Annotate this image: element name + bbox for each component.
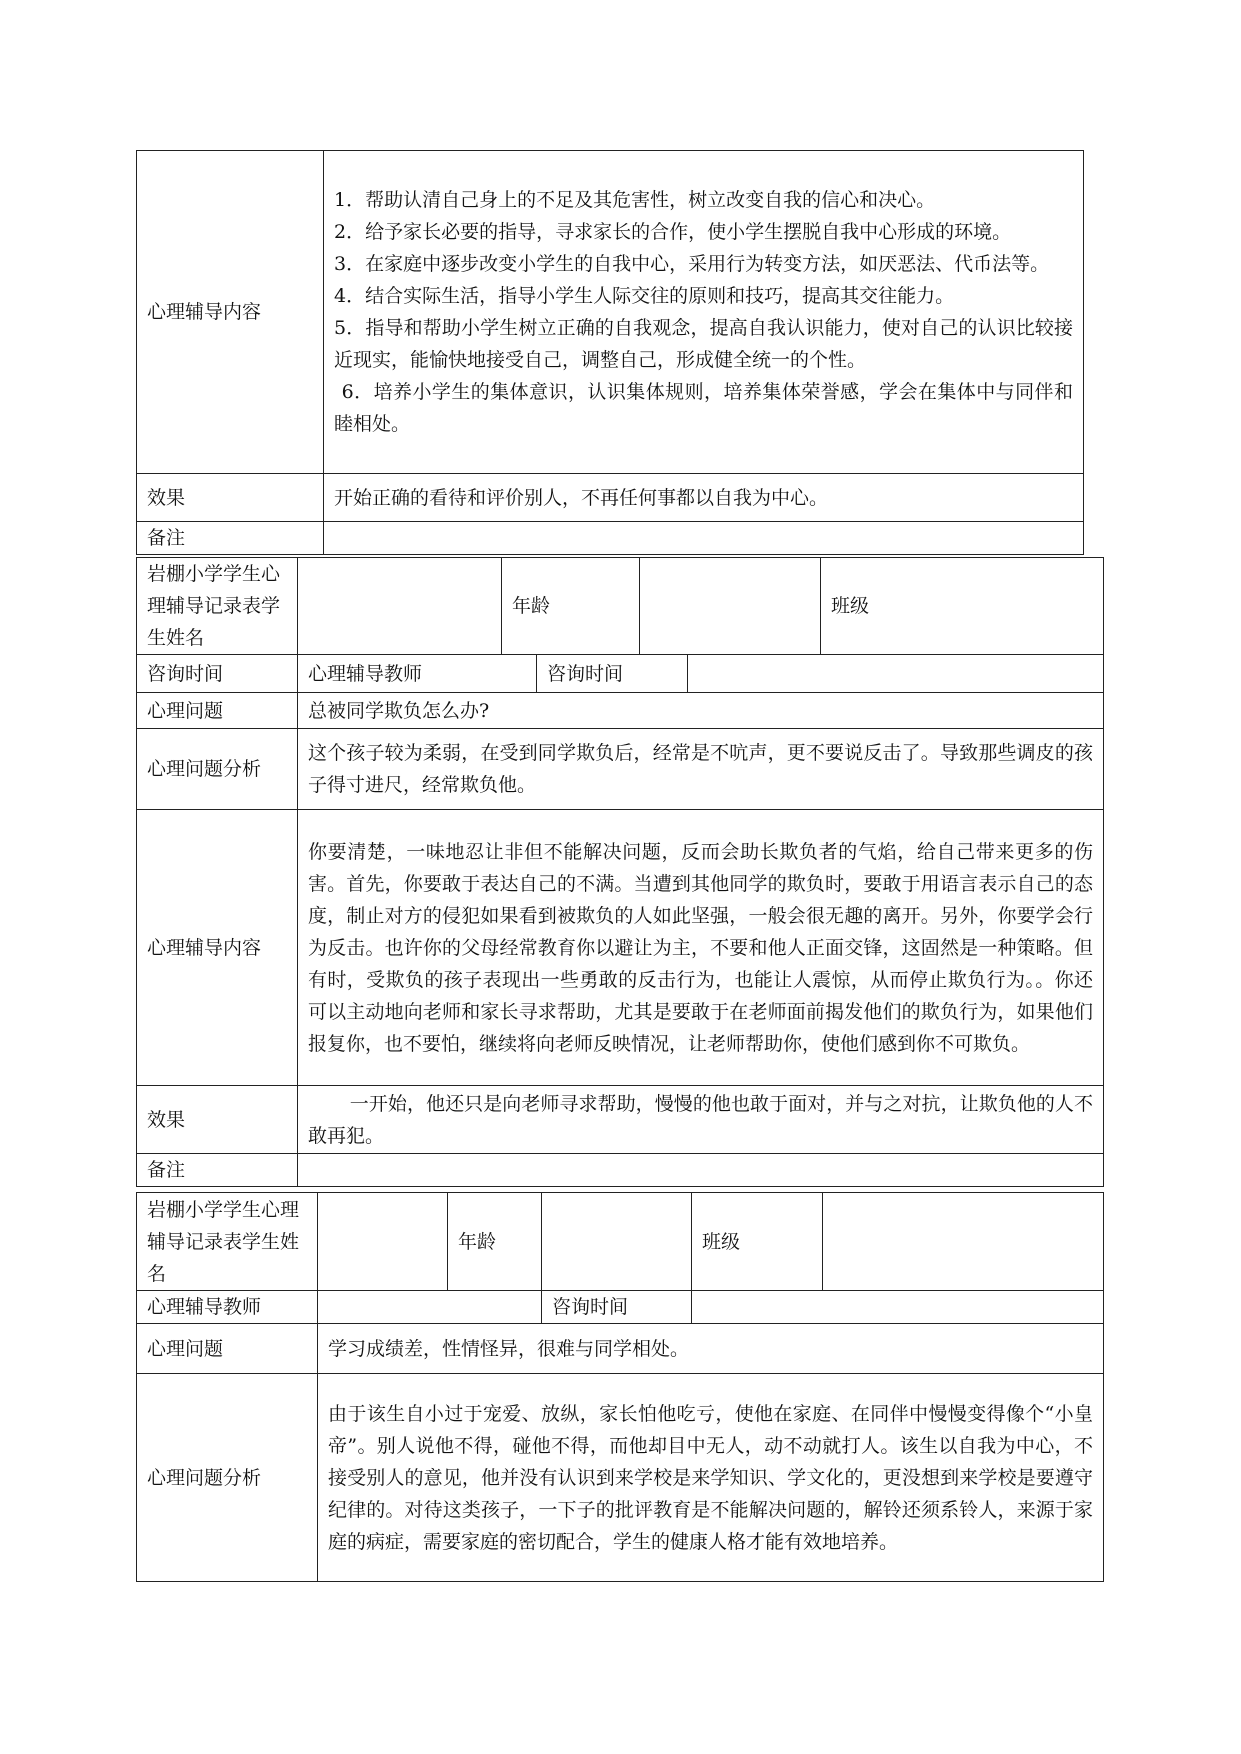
record2-effect-row [137,1086,1104,1154]
record2-table [136,557,1104,1187]
record2-content-label: 心理辅导内容 [137,810,298,1086]
record1-effect-row [137,474,1084,522]
record1-content-label: 心理辅导内容 [137,151,324,474]
record2-age-label: 年龄 [502,558,640,655]
record3-analysis-label: 心理问题分析 [137,1374,318,1582]
record3-age-value [542,1193,692,1291]
record3-analysis-value: 由于该生自小过于宠爱、放纵，家长怕他吃亏，使他在家庭、在同伴中慢慢变得像个“小皇帝”。别人说他不得，碰他不得，而他却目中无人，动不动就打人。该生以自我为中心，不接受别人的意见，他并没有认识到来学校是来学知识、学文化的，更没想到来学校是要遵守纪律的。对待这类孩子，一下子的批评教育是不能解决问题的，解铃还须系铃人，来源于家庭的病症，需要家庭的密切配合，学生的健康人格才能有效地培养。 [318,1374,1104,1582]
record2-class-label: 班级 [821,558,1104,655]
record1-content-item: 2．给予家长必要的指导，寻求家长的合作，使小学生摆脱自我中心形成的环境。 [334,221,1012,243]
record2-notes-value [298,1154,1104,1187]
record3-header-row [137,1193,1104,1291]
record3-teacher-row [137,1291,1104,1324]
record2-teacher-label: 心理辅导教师 [298,655,537,693]
record1-notes-row [137,522,1084,555]
record2-notes-row [137,1154,1104,1187]
record1-content-item: 6．培养小学生的集体意识，认识集体规则，培养集体荣誉感，学会在集体中与同伴和睦相处。 [334,381,1073,435]
record2-time-value [688,655,1104,693]
record3-problem-label: 心理问题 [137,1324,318,1374]
record3-time-label: 咨询时间 [542,1291,692,1324]
record3-problem-row [137,1324,1104,1374]
record2-effect-value: 一开始，他还只是向老师寻求帮助，慢慢的他也敢于面对，并与之对抗，让欺负他的人不敢再犯。 [298,1086,1104,1154]
record2-content-row [137,810,1104,1086]
record2-name-value [298,558,502,655]
record2-problem-label: 心理问题 [137,693,298,729]
record3-teacher-label: 心理辅导教师 [137,1291,318,1324]
record3-table [136,1192,1104,1582]
record3-teacher-value [318,1291,542,1324]
record1-effect-value: 开始正确的看待和评价别人，不再任何事都以自我为中心。 [324,474,1084,522]
record3-problem-value: 学习成绩差，性情怪异，很难与同学相处。 [318,1324,1104,1374]
record1-notes-value [324,522,1084,555]
record3-age-label: 年龄 [448,1193,542,1291]
record2-analysis-value: 这个孩子较为柔弱，在受到同学欺负后，经常是不吭声，更不要说反击了。导致那些调皮的孩子得寸进尺，经常欺负他。 [298,729,1104,810]
record2-analysis-row [137,729,1104,810]
record1-content-row [137,151,1084,474]
record2-effect-label: 效果 [137,1086,298,1154]
record2-content-value: 你要清楚，一味地忍让非但不能解决问题，反而会助长欺负者的气焰，给自己带来更多的伤害。首先，你要敢于表达自己的不满。当遭到其他同学的欺负时，要敢于用语言表示自己的态度，制止对方的侵犯如果看到被欺负的人如此坚强，一般会很无趣的离开。另外，你要学会行为反击。也许你的父母经常教育你以避让为主，不要和他人正面交锋，这固然是一种策略。但有时，受欺负的孩子表现出一些勇敢的反击行为，也能让人震惊，从而停止欺负行为。。你还可以主动地向老师和家长寻求帮助，尤其是要敢于在老师面前揭发他们的欺负行为，如果他们报复你，也不要怕，继续将向老师反映情况，让老师帮助你，使他们感到你不可欺负。 [298,810,1104,1086]
record1-effect-label: 效果 [137,474,324,522]
record1-table [136,150,1084,555]
record2-problem-row [137,693,1104,729]
record1-notes-label: 备注 [137,522,324,555]
record2-title-label: 岩棚小学学生心理辅导记录表学生姓名 [137,558,298,655]
record3-title-label: 岩棚小学学生心理辅导记录表学生姓名 [137,1193,318,1291]
record2-age-value [640,558,821,655]
record2-time-label-2: 咨询时间 [537,655,688,693]
record3-time-value [692,1291,1104,1324]
record2-time-label: 咨询时间 [137,655,298,693]
record1-content-cell [324,151,1084,474]
record2-header-row [137,558,1104,655]
record1-content-item: 3．在家庭中逐步改变小学生的自我中心，采用行为转变方法，如厌恶法、代币法等。 [334,253,1050,275]
record3-name-value [318,1193,448,1291]
record3-class-value [823,1193,1104,1291]
record2-time-row [137,655,1104,693]
record1-content-item: 4．结合实际生活，指导小学生人际交往的原则和技巧，提高其交往能力。 [334,285,955,307]
record2-problem-value: 总被同学欺负怎么办? [298,693,1104,729]
record2-notes-label: 备注 [137,1154,298,1187]
record2-analysis-label: 心理问题分析 [137,729,298,810]
record3-analysis-row [137,1374,1104,1582]
record1-content-item: 1．帮助认清自己身上的不足及其危害性，树立改变自我的信心和决心。 [334,189,936,211]
record3-class-label: 班级 [692,1193,823,1291]
record1-content-item: 5．指导和帮助小学生树立正确的自我观念，提高自我认识能力，使对自己的认识比较接近现实，能愉快地接受自己，调整自己，形成健全统一的个性。 [334,317,1073,371]
